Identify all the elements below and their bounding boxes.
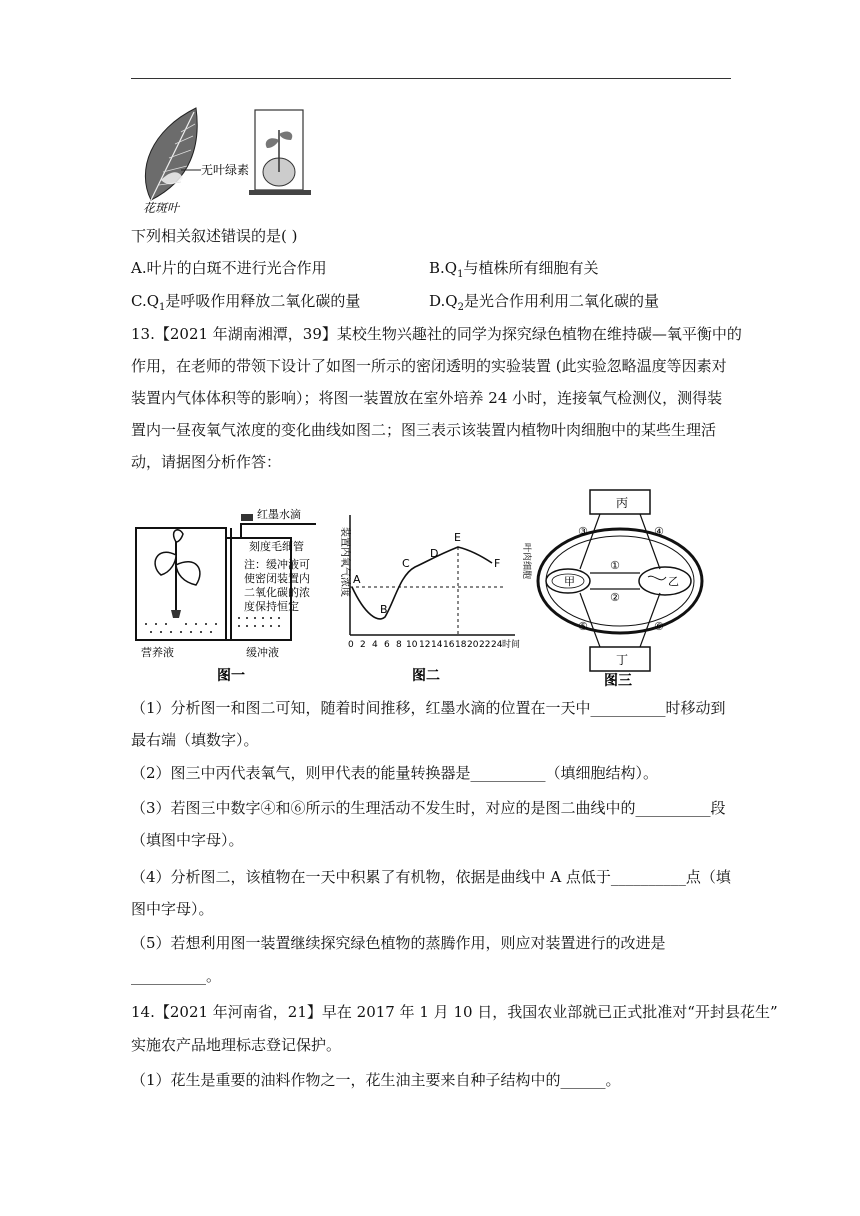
x-tick-12: 12	[419, 640, 431, 650]
arrow-3: ③	[578, 525, 588, 538]
x-tick-14: 14	[431, 640, 443, 650]
q13-subq-4-cont: 图中字母）。	[131, 900, 214, 918]
figure-2-caption: 图二	[412, 668, 440, 684]
oxygen-curve	[352, 547, 492, 619]
cell-label: 叶肉细胞	[521, 543, 531, 580]
figure-1-caption: 图一	[217, 668, 245, 684]
q13-stem-line-2: 作用，在老师的带领下设计了如图一所示的密闭透明的实验装置 (此实验忽略温度等因素对	[131, 357, 727, 375]
arrow-1: ①	[610, 559, 620, 572]
q14-subq-1: （1）花生是重要的油料作物之一，花生油主要来自种子结构中的______。	[131, 1071, 621, 1089]
q13-subq-3: （3）若图三中数字④和⑥所示的生理活动不发生时，对应的是图二曲线中的__________段	[131, 799, 726, 817]
figure-2-curve	[330, 505, 520, 690]
top-figure	[131, 100, 331, 215]
label-capillary: 刻度毛细管	[249, 540, 304, 553]
organelle-b	[639, 567, 691, 595]
x-tick-24: 24	[491, 640, 503, 650]
q13-subq-5: （5）若想利用图一装置继续探究绿色植物的蒸腾作用，则应对装置进行的改进是	[131, 934, 666, 952]
no-chlorophyll-label: 无叶绿素	[201, 163, 250, 177]
figure-3-cell-diagram	[520, 485, 720, 690]
arrow-2: ②	[610, 591, 620, 604]
figure-3-caption: 图三	[604, 673, 632, 689]
q12-option-d: $D.Q_2$是光合作用利用二氧化碳的量	[429, 292, 659, 313]
header-rule	[131, 78, 731, 79]
q13-subq-4: （4）分析图二，该植物在一天中积累了有机物，依据是曲线中 A 点低于__________点（填	[131, 868, 731, 886]
point-a: A	[353, 573, 361, 586]
x-tick-6: 6	[384, 640, 390, 650]
bell-jar-illustration	[249, 110, 311, 195]
x-tick-10: 10	[406, 640, 418, 650]
red-ink-drop	[241, 514, 253, 521]
q12-option-a: A.叶片的白斑不进行光合作用	[131, 259, 327, 277]
q13-subq-2: （2）图三中丙代表氧气，则甲代表的能量转换器是__________（填细胞结构）。	[131, 764, 659, 782]
x-tick-22: 22	[479, 640, 491, 650]
variegated-leaf-illustration	[145, 108, 201, 200]
arrow-4: ④	[654, 525, 664, 538]
q12-option-c: $C.Q_1$是呼吸作用释放二氧化碳的量	[131, 292, 361, 313]
x-axis-label: 时间	[502, 640, 520, 650]
x-tick-18: 18	[455, 640, 467, 650]
q13-subq-1: （1）分析图一和图二可知，随着时间推移，红墨水滴的位置在一天中__________时移动到	[131, 699, 726, 717]
q12-prompt: 下列相关叙述错误的是( )	[131, 227, 298, 245]
note-line-1: 注：缓冲液可	[244, 558, 310, 571]
variegated-leaf-label: 花斑叶	[143, 201, 180, 215]
q13-stem-line-5: 动，请据图分析作答：	[131, 453, 282, 471]
q13-subq-1-cont: 最右端（填数字）。	[131, 731, 259, 749]
point-d: D	[430, 547, 439, 560]
figure-1-apparatus	[131, 500, 321, 690]
point-f: F	[494, 557, 501, 570]
right-organelle-label: 乙	[668, 575, 679, 588]
x-tick-2: 2	[360, 640, 366, 650]
point-b: B	[380, 603, 388, 616]
buffer-solution	[238, 617, 280, 627]
label-red-ink: 红墨水滴	[257, 508, 301, 521]
left-organelle-label: 甲	[564, 575, 575, 588]
point-c: C	[402, 557, 410, 570]
x-ticks	[348, 640, 503, 650]
bottom-box-label: 丁	[616, 653, 629, 667]
q13-subq-5-cont: __________。	[131, 967, 222, 985]
q13-stem-line-3: 装置内气体体积等的影响）；将图一装置放在室外培养 24 小时，连接氧气检测仪，测得装	[131, 389, 723, 407]
q13-stem-line-4: 置内一昼夜氧气浓度的变化曲线如图二；图三表示该装置内植物叶肉细胞中的某些生理活	[131, 421, 717, 439]
x-tick-4: 4	[372, 640, 378, 650]
arrow-6: ⑥	[654, 620, 664, 633]
top-box-label: 丙	[616, 496, 629, 510]
x-tick-0: 0	[348, 640, 354, 650]
label-buffer: 缓冲液	[246, 646, 279, 659]
q13-subq-3-cont: （填图中字母）。	[131, 831, 244, 849]
x-tick-20: 20	[467, 640, 479, 650]
x-tick-8: 8	[396, 640, 402, 650]
label-nutrient: 营养液	[141, 646, 174, 659]
point-e: E	[454, 531, 461, 544]
note-line-3: 二氧化碳的浓	[244, 586, 310, 599]
q13-stem-line-1: 13.【2021 年湖南湘潭，39】某校生物兴趣社的同学为探究绿色植物在维持碳—氧平衡中的	[131, 325, 742, 343]
arrow-5: ⑤	[578, 620, 588, 633]
x-tick-16: 16	[443, 640, 455, 650]
note-line-2: 使密闭装置内	[244, 572, 310, 585]
note-line-4: 度保持恒定	[244, 600, 299, 613]
nutrient-solution	[139, 618, 223, 638]
plant-illustration	[155, 530, 200, 618]
q12-option-b: $B.Q_1$与植株所有细胞有关	[429, 259, 599, 280]
y-axis-label: 装置内氧气浓度	[339, 527, 350, 597]
q14-stem-line-2: 实施农产品地理标志登记保护。	[131, 1036, 342, 1054]
q14-stem-line-1: 14.【2021 年河南省，21】早在 2017 年 1 月 10 日，我国农业部就已正式批准对“开封县花生”	[131, 1003, 778, 1021]
